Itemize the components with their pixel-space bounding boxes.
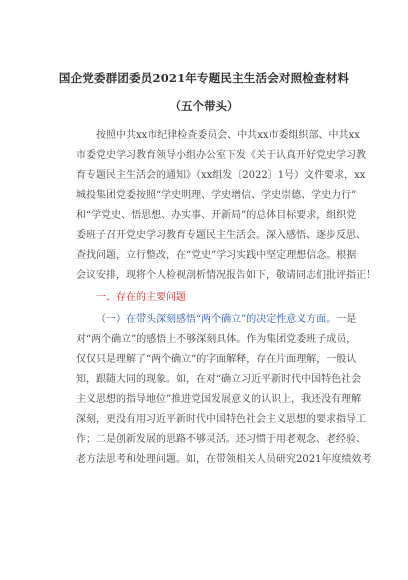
subsection-line — [96, 314, 356, 326]
body-line: 仅仅只是理解了“两个确立”的字面解释，存在片面理解，一般认 — [76, 354, 357, 365]
subsection-tail: 一是 — [336, 314, 357, 325]
body-line: 知，跟随大同的现象。如，在对“确立习近平新时代中国特色社会 — [76, 374, 362, 385]
intro-line: 育专题民主生活会的通知》（xx组发〔2022〕1号）文件要求，xx — [76, 170, 366, 181]
intro-line: 市委党史学习教育领导小组办公室下发《关于认真开好党史学习教 — [76, 150, 366, 161]
intro-line: 和“学党史、悟思想、办实事、开新局”的总体目标要求，组织党 — [76, 210, 357, 221]
body-line: 主义思想的指导地位”推进党国发展意义的认识上，我还没有理解 — [76, 394, 362, 405]
subsection-heading: （一）在带头深刻感悟“两个确立”的决定性意义方面。 — [96, 314, 337, 325]
intro-line: 会议安排，现将个人检视剖析情况报告如下，敬请同志们批评指正！ — [76, 270, 376, 281]
intro-line: 按照中共xx市纪律检查委员会、中共xx市委组织部、中共xx — [96, 130, 360, 141]
body-line: 对“两个确立”的感悟上不够深刻具体。作为集团党委班子成员， — [76, 334, 357, 345]
section-heading: 一、存在的主要问题 — [96, 292, 186, 303]
intro-line: 委班子召开党史学习教育专题民主生活会。深入感悟、逐步反思、 — [76, 230, 366, 241]
body-line: 老方法思考和处理问题。如，在带领相关人员研究2021年度绩效考 — [76, 454, 372, 465]
document-title: 国企党委群团委员2021年专题民主生活会对照检查材料 — [58, 71, 350, 85]
intro-line: 查找问题，立行整改，在“党史”学习实践中坚定理想信念。根据 — [76, 250, 357, 261]
intro-line: 城投集团党委按照“学史明理、学史增信、学史崇德、学史力行” — [76, 190, 357, 201]
document-subtitle: （五个带头） — [169, 99, 239, 113]
body-line: 深刻，更没有用习近平新时代中国特色社会主义思想的要求指导工 — [76, 414, 366, 425]
body-line: 作；二是创新发展的思路不够灵活。还习惯于用老观念、老经验、 — [76, 434, 366, 445]
